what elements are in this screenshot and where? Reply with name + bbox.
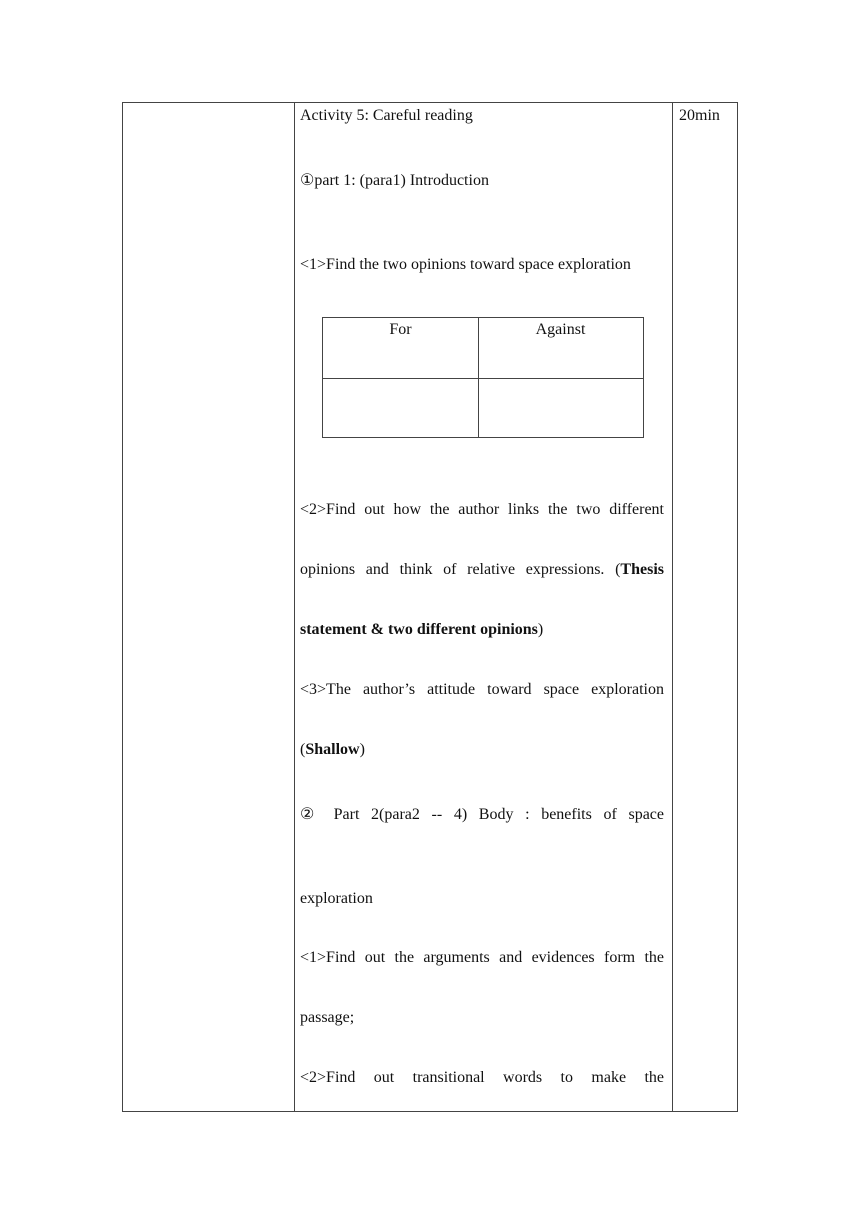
task-link-opinions-line3 [300, 620, 543, 640]
task-find-arguments-cont: passage; [300, 1009, 355, 1026]
thesis-statement-bold: statement & two different opinions [300, 621, 538, 638]
attitude-open-paren: ( [300, 741, 306, 758]
task-link-opinions-line1: <2>Find out how the author links the two different [300, 501, 664, 518]
task-link-opinions-text: opinions and think of relative expressions. ( [300, 561, 621, 578]
opinions-table [322, 317, 644, 438]
task-find-arguments: <1>Find out the arguments and evidences form the [300, 949, 664, 966]
part1-heading: ①part 1: (para1) Introduction [300, 172, 489, 189]
opinions-table-row-divider [323, 378, 643, 379]
column-divider-2 [672, 103, 673, 1111]
duration-label: 20min [679, 107, 720, 124]
task-find-opinions: <1>Find the two opinions toward space exploration [300, 256, 631, 273]
task-link-opinions-line2 [300, 560, 664, 580]
opinions-header-against: Against [535, 321, 586, 338]
task-author-attitude: <3>The author’s attitude toward space exploration [300, 681, 664, 698]
attitude-answer [300, 740, 365, 760]
opinions-header-for: For [389, 321, 412, 338]
activity-title: Activity 5: Careful reading [300, 107, 473, 124]
part2-heading: ② Part 2(para2 -- 4) Body : benefits of space [300, 806, 664, 823]
task-transitional-words: <2>Find out transitional words to make the [300, 1069, 664, 1086]
task-link-opinions-bold: Thesis [620, 561, 664, 578]
closing-paren: ) [537, 621, 544, 638]
attitude-close-paren: ) [359, 741, 365, 758]
attitude-answer-bold: Shallow [305, 741, 360, 758]
part2-heading-cont: exploration [300, 890, 373, 907]
column-divider-1 [294, 103, 295, 1111]
